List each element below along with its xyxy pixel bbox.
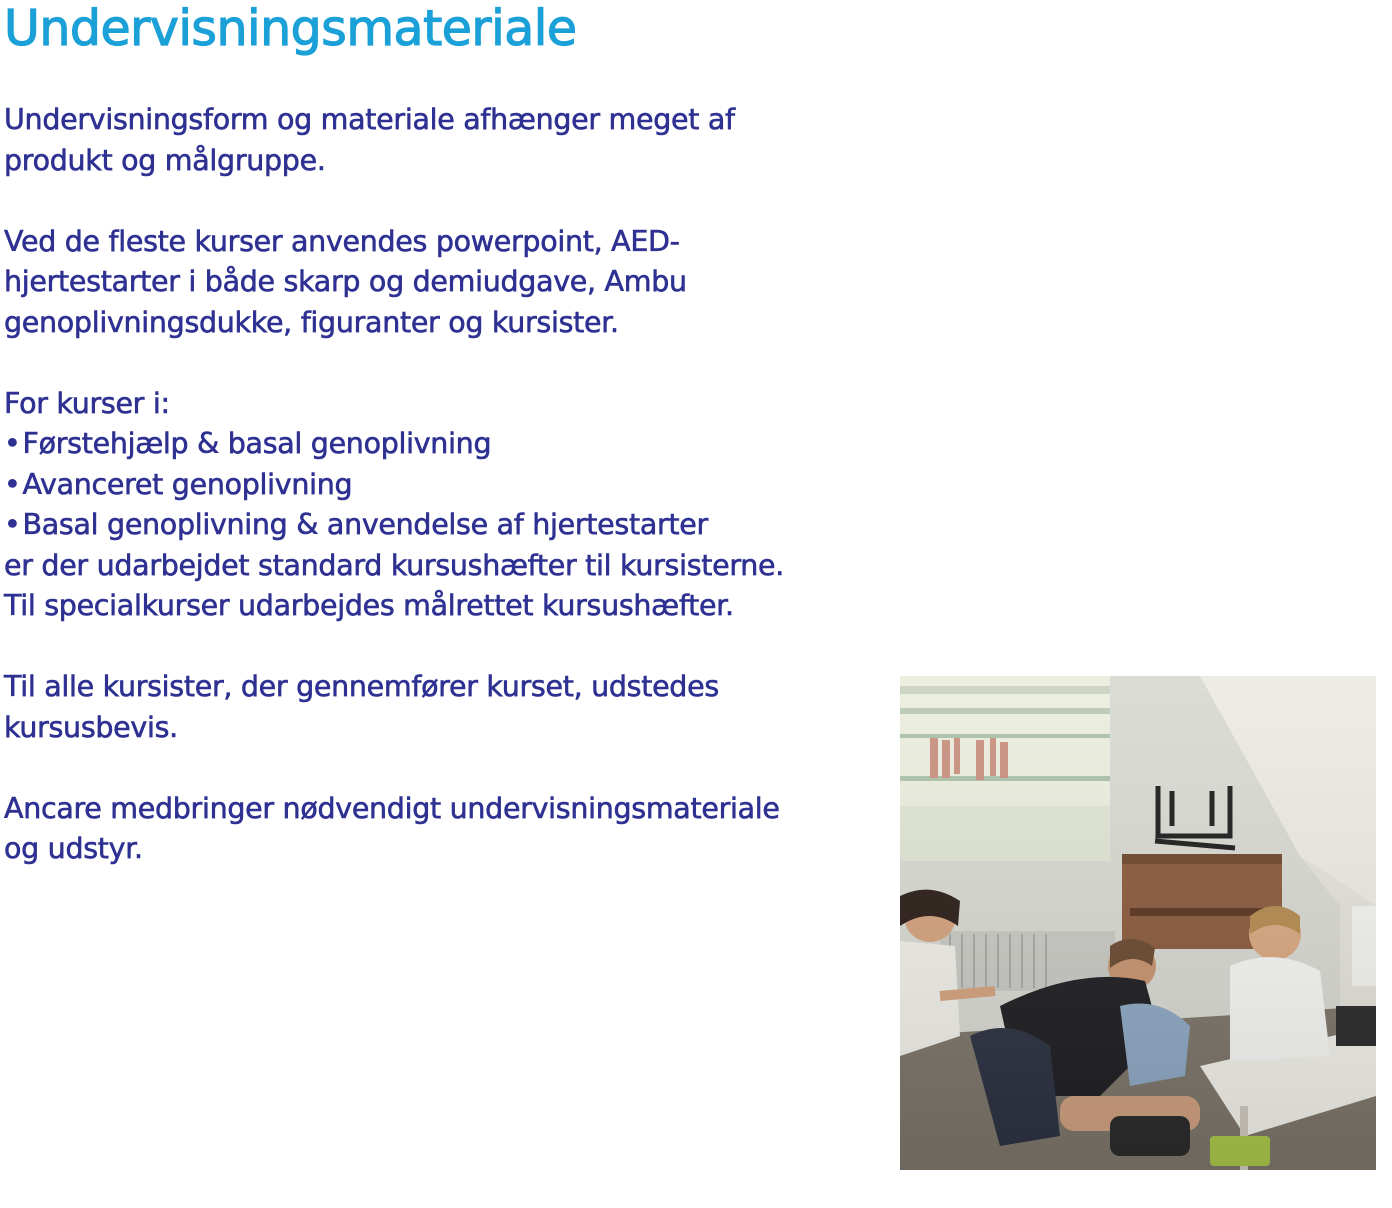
training-photo-illustration (900, 676, 1376, 1170)
paragraph-2-line-1: Ved de fleste kurser anvendes powerpoint, AED- (4, 224, 680, 258)
paragraph-4-line-2: kursusbevis. (4, 710, 178, 744)
page-title: Undervisningsmateriale (4, 0, 577, 57)
course-list-item (4, 424, 894, 465)
paragraph-1-line-1: Undervisningsform og materiale afhænger meget af (4, 103, 735, 136)
paragraph-gap (4, 627, 894, 668)
paragraph-gap (4, 343, 894, 384)
bullet-icon: • (4, 508, 21, 541)
courses-outro-line-1: er der udarbejdet standard kursushæfter til kursisterne. (4, 548, 785, 582)
paragraph-gap (4, 748, 894, 789)
courses-intro: For kurser i: (4, 386, 170, 420)
bullet-icon: • (4, 467, 21, 501)
bullet-icon: • (4, 427, 21, 460)
paragraph-gap (4, 181, 894, 222)
course-list-item (4, 465, 894, 506)
paragraph-2-line-3: genoplivningsdukke, figuranter og kursister. (4, 305, 619, 339)
paragraph-2-line-2: hjertestarter i både skarp og demiudgave, Ambu (4, 265, 687, 298)
courses-outro-line-2: Til specialkurser udarbejdes målrettet kursushæfter. (4, 589, 734, 622)
paragraph-5-line-1: Ancare medbringer nødvendigt undervisningsmateriale (4, 791, 780, 825)
paragraph-1-line-2: produkt og målgruppe. (4, 143, 326, 177)
course-label: Avanceret genoplivning (22, 467, 353, 501)
course-label: Basal genoplivning & anvendelse af hjertestarter (22, 508, 708, 541)
body-text (4, 100, 894, 870)
training-photo (900, 676, 1376, 1170)
paragraph-4-line-1: Til alle kursister, der gennemfører kurset, udstedes (4, 670, 719, 703)
course-list-item (4, 505, 894, 546)
course-label: Førstehjælp & basal genoplivning (22, 427, 492, 460)
paragraph-5-line-2: og udstyr. (4, 832, 143, 865)
